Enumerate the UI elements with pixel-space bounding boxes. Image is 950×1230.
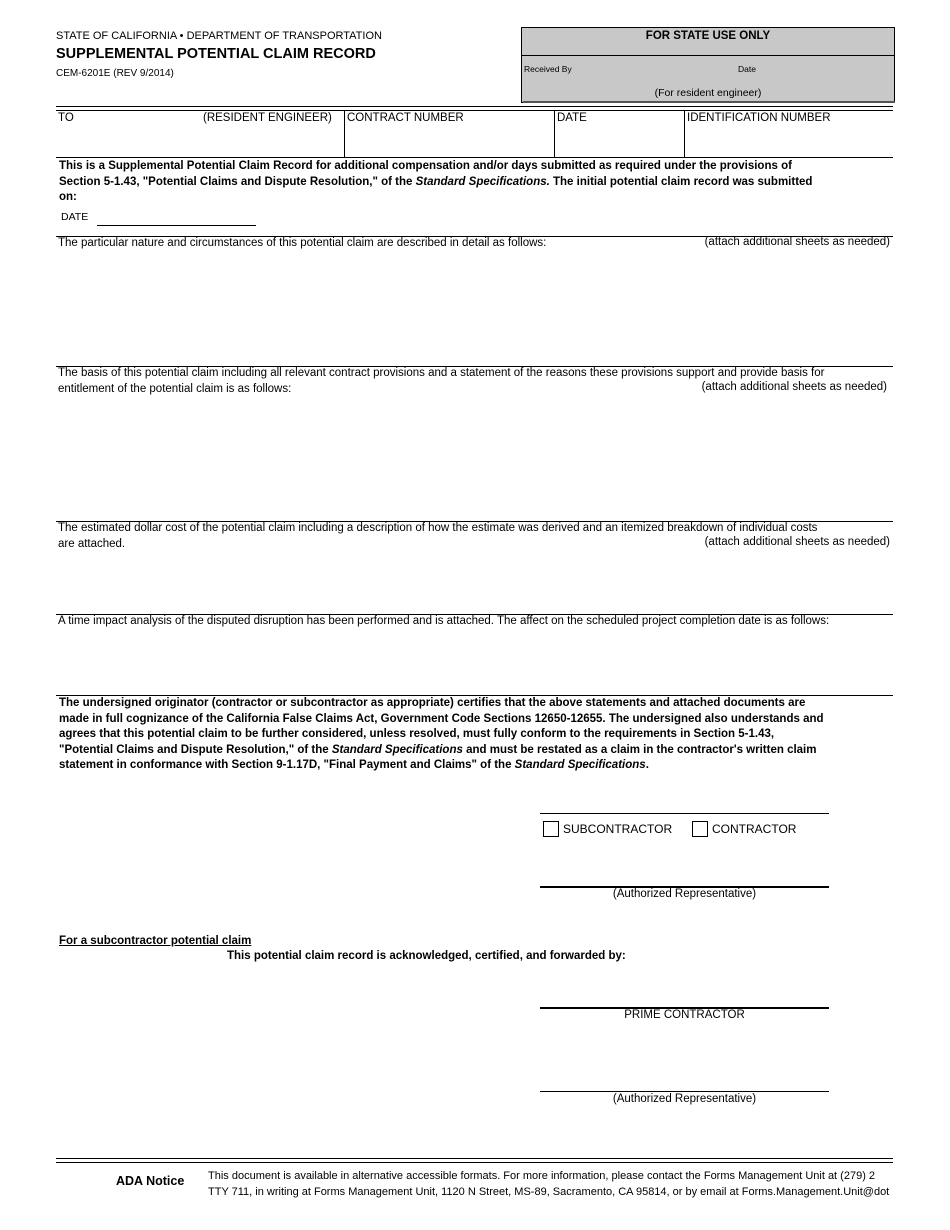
intro-text: [59, 159, 899, 206]
basis-response-area[interactable]: [56, 400, 893, 518]
form-title: SUPPLEMENTAL POTENTIAL CLAIM RECORD: [56, 46, 376, 62]
intro-line: Section 5-1.43, "Potential Claims and Dispute Resolution," of the Standard Specifications. The initial potential claim record was submitted: [59, 175, 813, 188]
state-use-divider: [522, 55, 894, 56]
footer-divider: [56, 1162, 893, 1163]
contract-number-field[interactable]: [345, 111, 554, 157]
contract-number-label: CONTRACT NUMBER: [347, 112, 464, 124]
initial-date-input[interactable]: [97, 225, 256, 226]
nature-text: The particular nature and circumstances of this potential claim are described in detail as follows:: [58, 237, 547, 249]
resident-engineer-label: (RESIDENT ENGINEER): [203, 112, 332, 124]
time-impact-response-area[interactable]: [56, 632, 893, 692]
prime-authorized-rep-label: (Authorized Representative): [612, 1093, 757, 1105]
nature-response-area[interactable]: [56, 255, 893, 363]
prime-signature-line[interactable]: [540, 1091, 829, 1092]
contractor-checkbox[interactable]: [692, 821, 708, 837]
received-date-field[interactable]: Date: [738, 64, 756, 74]
subcontractor-label: SUBCONTRACTOR: [563, 822, 673, 836]
to-field[interactable]: [56, 111, 344, 157]
prime-contractor-label: PRIME CONTRACTOR: [624, 1009, 745, 1021]
footer-divider: [56, 1158, 893, 1159]
form-number: CEM-6201E (REV 9/2014): [56, 68, 174, 79]
divider: [56, 157, 893, 158]
date-label: DATE: [557, 112, 587, 124]
intro-line: This is a Supplemental Potential Claim Record for additional compensation and/or days submitted as required under the provisions of: [59, 160, 792, 172]
state-box-shadow: [523, 101, 895, 103]
state-use-box: [521, 27, 895, 103]
received-by-field[interactable]: Received By: [524, 64, 572, 74]
originator-name-line[interactable]: [540, 813, 829, 814]
basis-text: The basis of this potential claim including all relevant contract provisions and a statement of the reasons these provisions support and provide basis for entitlement of the potential claim is as follows:: [58, 367, 825, 395]
contractor-label: CONTRACTOR: [712, 822, 797, 836]
cost-response-area[interactable]: [56, 555, 893, 611]
identification-number-field[interactable]: [685, 111, 893, 157]
initial-date-label: DATE: [61, 211, 89, 223]
intro-line: on:: [59, 191, 77, 203]
cost-text: The estimated dollar cost of the potential claim including a description of how the estimate was derived and an itemized breakdown of individual costs are attached.: [58, 522, 818, 550]
authorized-rep-label: (Authorized Representative): [612, 888, 757, 900]
forwarded-statement: This potential claim record is acknowledged, certified, and forwarded by:: [227, 950, 626, 962]
identification-number-label: IDENTIFICATION NUMBER: [687, 112, 831, 124]
subcontractor-heading: For a subcontractor potential claim: [59, 935, 252, 947]
ada-notice-text: This document is available in alternative accessible formats. For more information, please contact the Forms Management Unit at (279) 2 TTY 711, in writing at Forms Management Unit, 1120 N Street, MS-89, Sacramento, CA 95814, or by email at Forms.Management.Unit@dot: [208, 1170, 890, 1198]
nature-attach-note: (attach additional sheets as needed): [704, 236, 890, 248]
cost-attach-note: (attach additional sheets as needed): [704, 536, 890, 548]
subcontractor-checkbox[interactable]: [543, 821, 559, 837]
date-field[interactable]: [555, 111, 684, 157]
to-label: TO: [58, 112, 74, 124]
resident-engineer-note: (For resident engineer): [654, 87, 762, 99]
state-use-title: FOR STATE USE ONLY: [645, 30, 771, 42]
certification-text: The undersigned originator (contractor or subcontractor as appropriate) certifies that the above statements and attached documents are made in full cognizance of the California False Claims Act, Government Code Sections 12650-12655. The undersigned also understands and agrees that this potential claim to be further considered, unless resolved, must fully conform to the requirements in Section 5-1.43, "Potential Claims and Dispute Resolution," of the Standard Specifications and must be restated as a claim in the contractor's written claim statement in conformance with Section 9-1.17D, "Final Payment and Claims" of the Standard Specifications.: [59, 697, 824, 771]
time-impact-text: A time impact analysis of the disputed disruption has been performed and is attached. The affect on the scheduled project completion date is as follows:: [58, 615, 830, 627]
ada-notice-label: ADA Notice: [116, 1174, 185, 1188]
agency-name: STATE OF CALIFORNIA • DEPARTMENT OF TRANSPORTATION: [56, 30, 382, 42]
basis-attach-note: (attach additional sheets as needed): [701, 381, 887, 393]
divider: [56, 106, 893, 107]
